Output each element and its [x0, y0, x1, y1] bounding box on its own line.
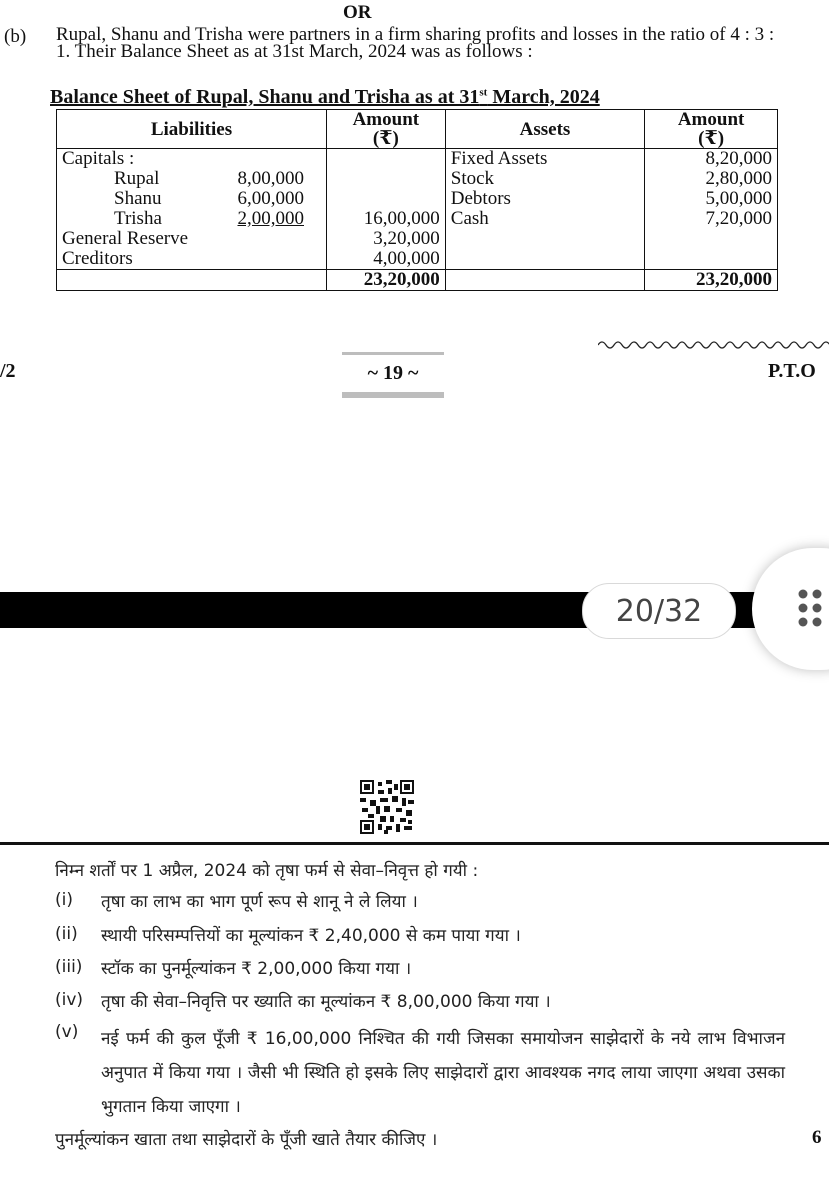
grid-dots-icon: [796, 588, 826, 628]
col-liabilities: Liabilities: [57, 110, 327, 149]
partner-name: Shanu: [114, 188, 162, 209]
partner-name: Trisha: [114, 208, 162, 229]
col-amount-label: Amount: [677, 109, 745, 130]
assets-amount-cell: [645, 149, 778, 270]
table-header-row: [57, 110, 778, 149]
partner-amount: 6,00,000: [237, 188, 304, 209]
condition-text: स्टॉक का पुनर्मूल्यांकन ₹ 2,00,000 किया गया ।: [101, 959, 412, 979]
question-text: Rupal, Shanu and Trisha were partners in a firm sharing profits and losses in the ratio of 4 : 3 : 1. Their Balance Sheet as at 31st March, 2024 was as follows :: [56, 24, 775, 62]
list-item: [55, 924, 785, 948]
col-currency-label: (₹): [372, 128, 399, 149]
assets-cell: [445, 149, 644, 270]
page-top-rule: [0, 842, 829, 845]
condition-text: नई फर्म की कुल पूँजी ₹ 16,00,000 निश्चित की गयी जिसका समायोजन साझेदारों के नये लाभ विभाजन अनुपात में किया गया । जैसी भी स्थिति हो इसके लिए साझेदारों द्वारा आवश्यक नगद लाया जाएगा अथवा उसका भुगतान किया जाएगा ।: [101, 1029, 785, 1117]
title-main: Balance Sheet of Rupal, Shanu and Trisha as at 31: [50, 86, 480, 108]
partner-amount: 2,00,000: [237, 208, 304, 229]
asset-amount: 5,00,000: [705, 188, 772, 209]
asset-name: Debtors: [450, 188, 511, 209]
col-amount-assets: [645, 110, 778, 149]
title-end: March, 2024: [487, 86, 600, 108]
hindi-intro-text: निम्न शर्तों पर 1 अप्रैल, 2024 को तृषा फर्म से सेवा–निवृत्त हो गयी :: [55, 861, 479, 881]
page-indicator[interactable]: 20/32: [582, 583, 736, 639]
title-sup: st: [479, 86, 488, 99]
condition-text: तृषा की सेवा–निवृत्ति पर ख्याति का मूल्यांकन ₹ 8,00,000 किया गया ।: [101, 992, 551, 1012]
total-empty-cell: [57, 270, 327, 291]
question-label: (b): [4, 26, 27, 47]
partner-name: Rupal: [114, 168, 160, 189]
wavy-line-decoration: [598, 338, 829, 352]
list-item: [55, 957, 785, 981]
col-assets: Assets: [445, 110, 644, 149]
creditors-amount: 4,00,000: [373, 248, 440, 269]
condition-label: (v): [55, 1022, 79, 1042]
liabilities-cell: [57, 149, 327, 270]
creditors-label: Creditors: [62, 248, 133, 269]
hindi-closing-text: पुनर्मूल्यांकन खाता तथा साझेदारों के पूँजी खाते तैयार कीजिए ।: [55, 1130, 438, 1150]
col-currency-label: (₹): [698, 128, 725, 149]
partner-amount: 8,00,000: [237, 168, 304, 189]
grid-dots-button[interactable]: [752, 548, 829, 670]
asset-amount: 7,20,000: [705, 208, 772, 229]
capitals-label: Capitals :: [62, 148, 135, 169]
or-heading: OR: [343, 2, 372, 23]
table-row: [57, 149, 778, 270]
asset-name: Stock: [450, 168, 495, 189]
total-liabilities: 23,20,000: [326, 270, 445, 291]
asset-amount: 2,80,000: [705, 168, 772, 189]
asset-name: Cash: [450, 208, 489, 229]
liabilities-amount-cell: [326, 149, 445, 270]
total-empty-cell: [445, 270, 644, 291]
condition-label: (ii): [55, 924, 78, 944]
asset-name: Fixed Assets: [450, 148, 548, 169]
condition-label: (iii): [55, 957, 83, 977]
general-reserve-label: General Reserve: [62, 228, 189, 249]
condition-text: स्थायी परिसम्पत्तियों का मूल्यांकन ₹ 2,40,000 से कम पाया गया ।: [101, 926, 521, 946]
total-assets: 23,20,000: [645, 270, 778, 291]
condition-label: (i): [55, 890, 73, 910]
table-total-row: [57, 270, 778, 291]
page-number-text: ~ 19 ~: [367, 362, 419, 384]
page-number: [342, 352, 444, 400]
partner-row: [62, 189, 321, 209]
qr-code-icon: [360, 780, 414, 834]
balance-sheet-table: [56, 109, 778, 291]
partner-row: [62, 169, 321, 189]
list-item: [55, 890, 785, 914]
balance-sheet-title: [50, 86, 600, 109]
capitals-total: 16,00,000: [363, 208, 440, 229]
condition-text: तृषा का लाभ का भाग पूर्ण रूप से शानू ने ले लिया ।: [101, 892, 418, 912]
marks-label: 6: [812, 1127, 822, 1148]
pto-label: P.T.O: [768, 360, 816, 382]
col-amount-label: Amount: [352, 109, 420, 130]
footer-left-text: /2: [0, 360, 16, 382]
partner-row: [62, 209, 321, 229]
col-amount-liabilities: [326, 110, 445, 149]
list-item: [55, 1022, 785, 1124]
condition-label: (iv): [55, 990, 84, 1010]
general-reserve-amount: 3,20,000: [373, 228, 440, 249]
asset-amount: 8,20,000: [705, 148, 772, 169]
list-item: [55, 990, 785, 1014]
